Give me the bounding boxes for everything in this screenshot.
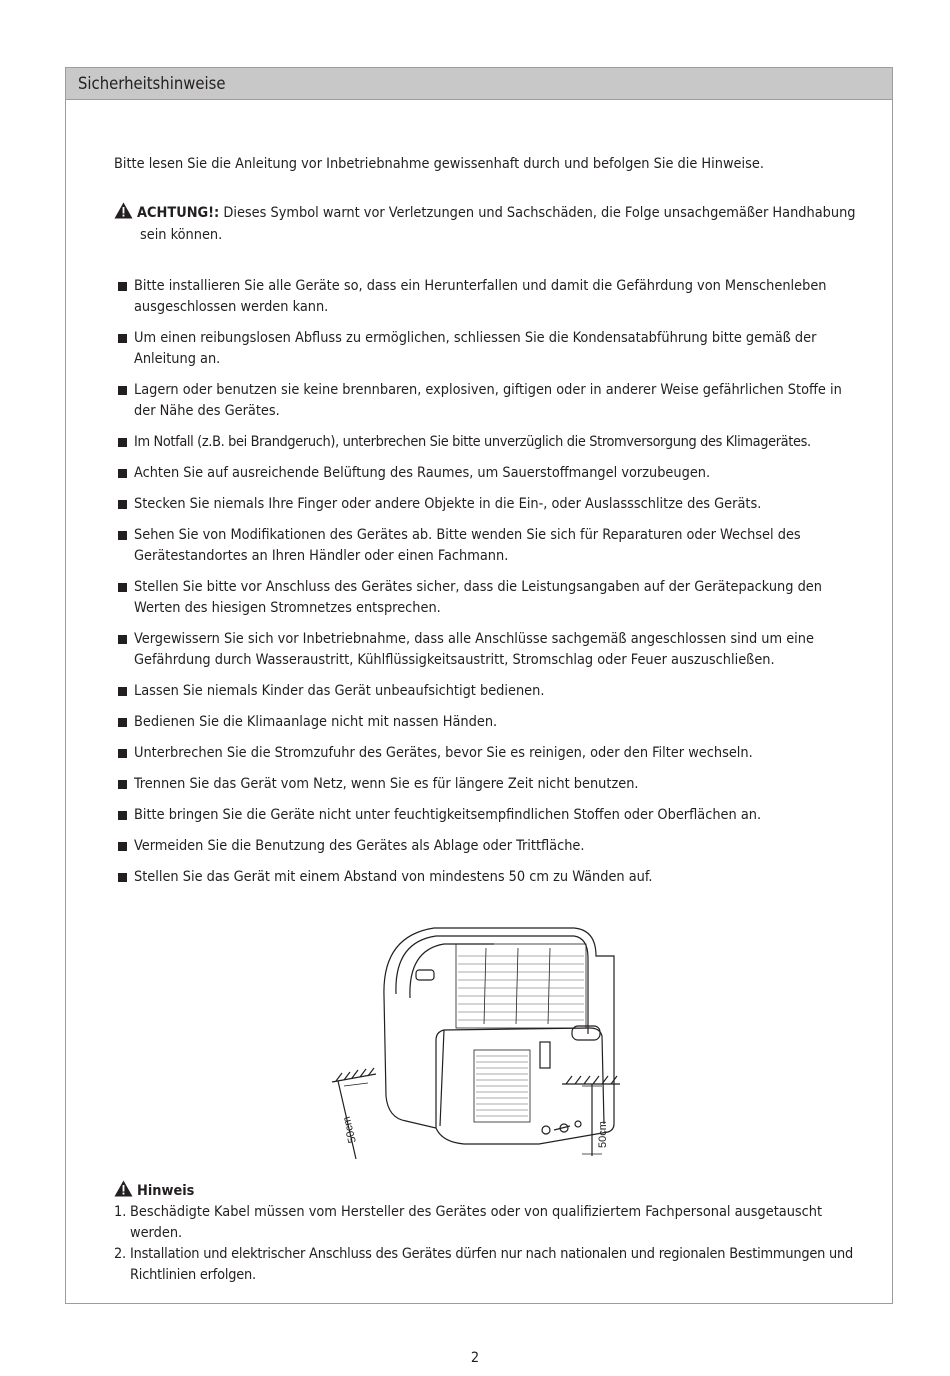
list-item: Bedienen Sie die Klimaanlage nicht mit nassen Händen. bbox=[118, 712, 863, 733]
section-header: Sicherheitshinweise bbox=[66, 68, 892, 100]
square-bullet-icon bbox=[118, 842, 127, 851]
warning-text-continued: sein können. bbox=[140, 227, 223, 243]
distance-labels bbox=[341, 1115, 609, 1148]
list-item: Stellen Sie das Gerät mit einem Abstand von mindestens 50 cm zu Wänden auf. bbox=[118, 867, 863, 888]
square-bullet-icon bbox=[118, 583, 127, 592]
note-label: Hinweis bbox=[137, 1183, 195, 1199]
left-distance-label: 50cm bbox=[340, 1115, 359, 1145]
list-item: Stellen Sie bitte vor Anschluss des Gerätes sicher, dass die Leistungsangaben auf der Gerätepackung den Werten des hiesigen Stromnetzes entsprechen. bbox=[118, 577, 863, 619]
note-block bbox=[114, 1180, 854, 1286]
square-bullet-icon bbox=[118, 282, 127, 291]
square-bullet-icon bbox=[118, 635, 127, 644]
list-item: Um einen reibungslosen Abfluss zu ermöglichen, schliessen Sie die Kondensatabführung bitte gemäß der Anleitung an. bbox=[118, 328, 863, 370]
square-bullet-icon bbox=[118, 687, 127, 696]
note-title bbox=[114, 1180, 854, 1202]
left-wall-hatch bbox=[332, 1068, 376, 1159]
intro-text: Bitte lesen Sie die Anleitung vor Inbetriebnahme gewissenhaft durch und befolgen Sie die Hinweise. bbox=[114, 156, 764, 172]
list-item: 2. Installation und elektrischer Anschluss des Gerätes dürfen nur nach nationalen und regionalen Bestimmungen und Richtlinien erfolgen. bbox=[114, 1246, 854, 1283]
list-item: Vermeiden Sie die Benutzung des Gerätes als Ablage oder Trittfläche. bbox=[118, 836, 863, 857]
square-bullet-icon bbox=[118, 438, 127, 447]
unit-body bbox=[384, 928, 614, 1144]
square-bullet-icon bbox=[118, 873, 127, 882]
content-frame bbox=[65, 67, 893, 1304]
list-item: Bitte installieren Sie alle Geräte so, dass ein Herunterfallen und damit die Gefährdung von Menschenleben ausgeschlossen werden kann. bbox=[118, 276, 863, 318]
right-wall-hatch bbox=[562, 1076, 620, 1156]
list-item: Lagern oder benutzen sie keine brennbaren, explosiven, giftigen oder in anderer Weise gefährlichen Stoffe in der Nähe des Gerätes. bbox=[118, 380, 863, 422]
right-distance-label: 50cm bbox=[597, 1121, 609, 1148]
list-item: Vergewissern Sie sich vor Inbetriebnahme, dass alle Anschlüsse sachgemäß angeschlossen sind um eine Gefährdung durch Wasseraustritt, Kühlflüssigkeitsaustritt, Stromschlag oder Feuer auszuschließen. bbox=[118, 629, 863, 671]
warning-triangle-icon bbox=[114, 1180, 133, 1197]
square-bullet-icon bbox=[118, 469, 127, 478]
list-item: Achten Sie auf ausreichende Belüftung des Raumes, um Sauerstoffmangel vorzubeugen. bbox=[118, 463, 863, 484]
list-item: Lassen Sie niemals Kinder das Gerät unbeaufsichtigt bedienen. bbox=[118, 681, 863, 702]
list-item: Trennen Sie das Gerät vom Netz, wenn Sie es für längere Zeit nicht benutzen. bbox=[118, 774, 863, 795]
square-bullet-icon bbox=[118, 500, 127, 509]
page-number: 2 bbox=[470, 1350, 480, 1366]
square-bullet-icon bbox=[118, 386, 127, 395]
square-bullet-icon bbox=[118, 718, 127, 727]
warning-block bbox=[114, 202, 859, 246]
warning-triangle-icon bbox=[114, 202, 133, 219]
list-item: Unterbrechen Sie die Stromzufuhr des Gerätes, bevor Sie es reinigen, oder den Filter wechseln. bbox=[118, 743, 863, 764]
list-item: Im Notfall (z.B. bei Brandgeruch), unterbrechen Sie bitte unverzüglich die Stromversorgung des Klimagerätes. bbox=[118, 432, 863, 453]
safety-rules-list bbox=[118, 276, 863, 888]
list-item: Stecken Sie niemals Ihre Finger oder andere Objekte in die Ein-, oder Auslassschlitze des Geräts. bbox=[118, 494, 863, 515]
square-bullet-icon bbox=[118, 531, 127, 540]
note-list bbox=[114, 1202, 854, 1286]
square-bullet-icon bbox=[118, 780, 127, 789]
air-conditioner-illustration bbox=[324, 916, 634, 1166]
warning-label: ACHTUNG!: bbox=[137, 205, 220, 221]
list-item: 1. Beschädigte Kabel müssen vom Hersteller des Gerätes oder von qualifiziertem Fachpersonal ausgetauscht werden. bbox=[114, 1204, 823, 1241]
square-bullet-icon bbox=[118, 334, 127, 343]
list-item: Sehen Sie von Modifikationen des Gerätes ab. Bitte wenden Sie sich für Reparaturen oder Wechsel des Gerätestandortes an Ihren Händler oder einen Fachmann. bbox=[118, 525, 863, 567]
warning-text: Dieses Symbol warnt vor Verletzungen und Sachschäden, die Folge unsachgemäßer Handhabung bbox=[223, 205, 856, 221]
list-item: Bitte bringen Sie die Geräte nicht unter feuchtigkeitsempfindlichen Stoffen oder Oberflächen an. bbox=[118, 805, 863, 826]
square-bullet-icon bbox=[118, 749, 127, 758]
square-bullet-icon bbox=[118, 811, 127, 820]
